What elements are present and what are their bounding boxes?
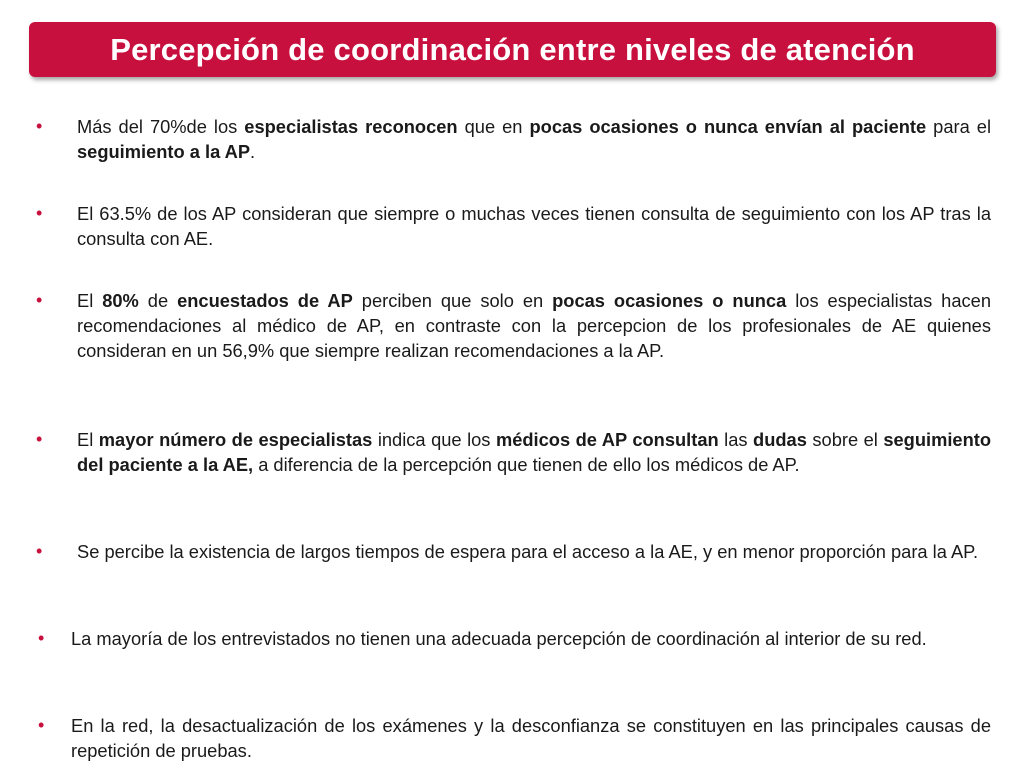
emphasis-text: pocas ocasiones o nunca bbox=[552, 290, 787, 311]
body-text: los especialistas hacen recomendaciones al médico de AP, en contraste con la percepcion de los profesionales de AE quienes consideran en un 56,9% que siempre realizan recomendaciones a la AP. bbox=[77, 290, 991, 361]
body-text: Más del 70%de los bbox=[77, 116, 245, 137]
body-text: sobre el bbox=[806, 429, 884, 450]
body-text: En la red, la desactualización de los exámenes y la desconfianza se constituyen en las principales causas de repetición de pruebas. bbox=[71, 715, 991, 761]
body-text: que en bbox=[457, 116, 530, 137]
bullet-marker: • bbox=[36, 429, 43, 449]
bullet-text-3 bbox=[77, 288, 991, 363]
emphasis-text: médicos de AP consultan bbox=[495, 429, 719, 450]
bullet-marker: • bbox=[38, 715, 45, 735]
bullet-marker: • bbox=[36, 541, 43, 561]
emphasis-text: pocas ocasiones o nunca envían al paciente bbox=[529, 116, 927, 137]
body-text: . bbox=[250, 141, 256, 162]
body-text: La mayoría de los entrevistados no tienen una adecuada percepción de coordinación al interior de su red. bbox=[71, 628, 927, 649]
body-text: El bbox=[77, 429, 99, 450]
bullet-text-2 bbox=[77, 201, 991, 251]
bullet-text-1 bbox=[77, 114, 991, 164]
body-text: El bbox=[77, 290, 103, 311]
bullet-text-6 bbox=[71, 626, 991, 651]
emphasis-text: seguimiento del paciente a la AE, bbox=[77, 429, 992, 475]
emphasis-text: especialistas reconocen bbox=[244, 116, 458, 137]
bullet-marker: • bbox=[38, 628, 45, 648]
emphasis-text: mayor número de especialistas bbox=[98, 429, 373, 450]
emphasis-text: 80% bbox=[102, 290, 139, 311]
bullet-text-5 bbox=[77, 539, 991, 564]
bullet-marker: • bbox=[36, 290, 43, 310]
bullet-text-4 bbox=[77, 427, 991, 477]
title-banner bbox=[29, 22, 996, 77]
bullet-text-7 bbox=[71, 713, 991, 763]
emphasis-text: dudas bbox=[753, 429, 807, 450]
body-text: perciben que solo en bbox=[352, 290, 553, 311]
body-text: para el bbox=[926, 116, 992, 137]
bullet-marker: • bbox=[36, 116, 43, 136]
body-text: Se percibe la existencia de largos tiempos de espera para el acceso a la AE, y en menor proporción para la AP. bbox=[77, 541, 979, 562]
body-text: de bbox=[138, 290, 178, 311]
body-text: a diferencia de la percepción que tienen de ello los médicos de AP. bbox=[253, 454, 800, 475]
body-text: El 63.5% de los AP consideran que siempre o muchas veces tienen consulta de seguimiento con los AP tras la consulta con AE. bbox=[77, 203, 991, 249]
body-text: las bbox=[718, 429, 754, 450]
emphasis-text: encuestados de AP bbox=[177, 290, 353, 311]
bullet-marker: • bbox=[36, 203, 43, 223]
body-text: indica que los bbox=[372, 429, 496, 450]
slide-title: Percepción de coordinación entre niveles de atención bbox=[110, 31, 915, 67]
emphasis-text: seguimiento a la AP bbox=[77, 141, 251, 162]
